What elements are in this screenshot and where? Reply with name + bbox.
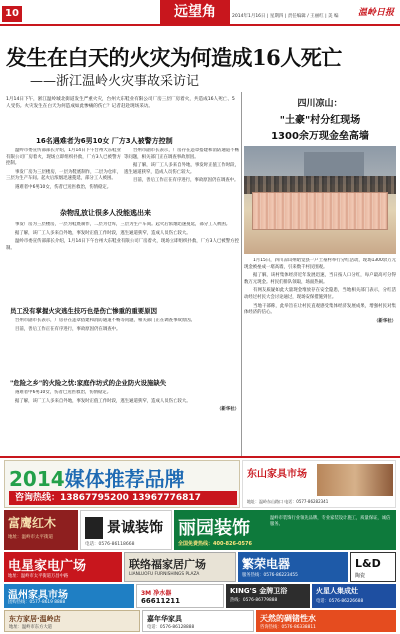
sidebar-story-title-line1: "土豪"村分红现场	[279, 115, 361, 126]
sidebar-byline: （新华社）	[374, 318, 396, 324]
article-paragraph: 当地干部称，此举旨在让村民直观感受集体经济发展成果，增强村民对集体经济的信心。	[244, 303, 396, 316]
sidebar-story-kicker: 四川凉山：	[297, 99, 343, 109]
ad-wenzhou-title: 温州家具市场	[8, 590, 68, 601]
ad-fanrong-sub: 服务热线：0576-86223455	[242, 573, 298, 578]
article-column-continued-2	[6, 318, 239, 376]
ad-wenzhou-sub: 团购热线：0577-8619 8888	[8, 600, 66, 605]
ad-jingcheng-title: 景诚装饰	[107, 520, 163, 536]
ad-3m-purifier[interactable]	[136, 584, 224, 608]
main-subhead: ——浙江温岭火灾事故采访记	[30, 74, 200, 89]
ad-bottom1-title: 东方家居·温岭店	[9, 615, 61, 623]
ad-fanrong-appliance[interactable]	[238, 552, 348, 582]
ad-dongshan-image	[317, 464, 393, 496]
ad-fanrong-title: 繁荣电器	[242, 557, 291, 571]
advertisement-section	[0, 458, 400, 634]
issue-info: 2014年1月16日 | 星期四 | 责任编辑 / 王丽红 | 美 编	[232, 14, 339, 19]
sidebar-story-title	[244, 96, 396, 142]
ad-3m-phone: 66611211	[141, 597, 180, 605]
ad-lnd-ceramics[interactable]	[350, 552, 396, 582]
article-paragraph: 温岭市委宣传部部长介绍，1月14日下午台州大东鞋业有限公司厂房着火，现场立即组织扑救，厂方3人已被警方控制。	[6, 148, 121, 167]
page-header	[0, 0, 400, 26]
article-paragraph: 据了解，该厂工人多来自外地，事发时正值工作时段，逃生通道狭窄，造成人员伤亡较大。	[15, 230, 191, 236]
article-paragraph: 有网友质疑如此大量现金堆放存在安全隐患，当地相关部门表示，分红活动经过村民大会讨论通过，现场安保措施到位。	[244, 288, 396, 300]
ad-liyuan-title: 丽园装饰	[178, 518, 250, 539]
article-subheading-3: 员工没有掌握火灾逃生技巧也是伤亡惨重的重要原因	[10, 307, 157, 315]
ad-dianxing-sub: 地址：温岭市太平街道万昌中路	[8, 574, 69, 579]
ad-lianluo-sub: LIANLUOFU FURNISHINGS PLAZA	[129, 572, 200, 577]
ad-bottom3-sub: 咨询热线：0576-86338811	[260, 625, 316, 630]
ad-bottom1-sub: 地址：温岭市东方大道	[9, 625, 52, 630]
ad-kings-title: KING'S 金牌卫浴	[230, 587, 288, 595]
page-number: 10	[2, 6, 22, 22]
ad-dianxing-appliance[interactable]	[4, 552, 122, 582]
article-paragraph: 遇难者中6男10女，伤者已送医救治，伤情稳定。	[15, 184, 112, 190]
ad-dongshan-title: 东山家具市场	[247, 469, 307, 480]
article-byline: （新华社）	[217, 407, 239, 413]
ad-huoxing-title: 火星人集成灶	[316, 587, 358, 595]
ad-huoxing-sub: 电话：0576-86226688	[316, 599, 364, 604]
ad-fuying-hongmu[interactable]	[4, 510, 78, 550]
paper-name: 温岭日报	[357, 8, 394, 18]
article-subheading-2: 杂物乱放让很多人没能逃出来	[60, 209, 151, 217]
article-paragraph: 目前，善后工作正在有序进行，事故原因仍在调查中。	[133, 178, 239, 184]
ad-liyuan-desc: 温岭市装饰行业领先品牌，专业家装设计施工，质量保证，诚信服务。	[270, 516, 391, 527]
ad-liyuan-phone: 全国免费热线：400-826-0576	[178, 541, 252, 547]
ad-media-title-text: 媒体推荐品牌	[64, 467, 185, 491]
ad-jianianhua-furniture[interactable]	[142, 610, 254, 632]
article-paragraph: 据了解，该厂工人多来自外地，事发时正值工作时段，逃生通道狭窄，造成人员伤亡较大。	[124, 163, 239, 175]
ad-media-brands[interactable]	[4, 460, 240, 508]
ad-bottom3-title: 天然的碉锗性水	[260, 614, 316, 623]
ad-bottom2-title: 嘉年华家具	[147, 615, 182, 623]
ad-huoxing-stove[interactable]	[312, 584, 396, 608]
article-column-continued	[6, 222, 239, 304]
ad-bottom2-sub: 电话：0576-86128888	[147, 625, 195, 630]
ad-hongmu-title: 富鹰红木	[8, 516, 57, 530]
ad-dongfang-home[interactable]	[4, 610, 140, 632]
article-paragraph: 据了解，该厂工人多来自外地，事发时正值工作时段，逃生通道狭窄，造成人员伤亡较大。	[15, 398, 191, 404]
ad-media-title	[9, 463, 185, 492]
article-subheading-4: "危险之乡"的火险之忧:家庭作坊式的企业防火设施缺失	[10, 379, 167, 387]
article-paragraph: 台州市副市长表示，厂房存在违章搭建和消防通道不畅等问题，相关部门正在调查事故原因。	[15, 318, 196, 323]
cash-wall-photo	[244, 146, 396, 254]
ad-lnd-title: L&D	[355, 557, 381, 570]
sidebar-story-title-line2: 1300余万现金垒高墙	[271, 131, 369, 142]
article-paragraph: 遇难者中6男10女，伤者已送医救治，伤情稳定。	[15, 390, 112, 395]
sidebar-story-body	[244, 258, 396, 456]
article-column-continued-3	[6, 390, 239, 454]
article-paragraph: 事发厂房为三层楼房，一层为鞋底制作，二层为仓库，三层为生产车间。起火后浓烟迅速蔓延，部分工人被困。	[6, 169, 121, 182]
article-paragraph: 1月15日，四川凉山州昭觉县一户土豪村举行分红活动，现场1300余万元现金被垒成一堵高墙，引来数千村民围观。	[244, 258, 396, 270]
ad-kings-bath[interactable]	[226, 584, 310, 608]
ad-hongmu-sub: 地址：温岭市太平街道	[8, 535, 53, 540]
ad-media-year: 2014	[9, 467, 65, 491]
ad-dongshan-address: 地址：温岭东山路口 电话：0577-86282341	[247, 499, 329, 504]
ad-liyuan-decor[interactable]	[174, 510, 396, 550]
column-divider	[241, 92, 242, 456]
article-paragraph: 事发厂房为三层楼房，一层为鞋底制作，二层为仓库，三层为生产车间。起火后浓烟迅速蔓延，部分工人被困。	[15, 222, 231, 227]
ad-water-promo[interactable]	[256, 610, 396, 632]
ad-lianluo-title: 联络福家居广场	[129, 558, 206, 571]
ad-3m-title: 3M 净水器	[141, 590, 172, 597]
article-paragraph: 据了解，该村集体经济近年发展迅速，当日按人口分红，每户最高可分得数万元现金。村民们排队领取，场面热闹。	[244, 273, 396, 285]
article-lede: 1月14日下午，浙江温岭城北街道发生严重火灾，台州大东鞋业有限公司厂房三层厂房着火，共造成16人死亡、5人受伤。火灾发生在白天为何造成如此惨痛的伤亡？记者赶赴现场采访。	[6, 97, 235, 109]
ad-wenzhou-furniture[interactable]	[4, 584, 134, 608]
article-paragraph: 温岭市委宣传部部长介绍，1月14日下午台州大东鞋业有限公司厂房着火，现场立即组织扑救，厂方3人已被警方控制。	[6, 239, 239, 251]
ad-media-hotline: 咨询热线：13867795200 13967776817	[9, 491, 237, 505]
article-subheading-1: 16名遇难者为6男10女 厂方3人被警方控制	[36, 137, 173, 145]
ad-lianluofu-plaza[interactable]	[124, 552, 236, 582]
ad-dianxing-title: 电星家电广场	[8, 559, 87, 574]
ad-dongshan-furniture[interactable]	[242, 460, 396, 508]
ad-kings-sub: 热线：0576-86779888	[230, 598, 278, 603]
jingcheng-logo-icon	[85, 517, 103, 539]
article-paragraph: 台州市副市长表示，厂房存在违章搭建和消防通道不畅等问题，相关部门正在调查事故原因。	[124, 148, 239, 160]
article-paragraph: 目前，善后工作正在有序进行，事故原因仍在调查中。	[15, 326, 121, 332]
section-title: 远望角	[160, 0, 230, 24]
ad-jingcheng-decor[interactable]	[80, 510, 172, 550]
ad-jingcheng-sub: 电话：0576-86118668	[85, 542, 135, 547]
ad-lnd-sub: 陶瓷	[355, 573, 366, 579]
main-headline: 发生在白天的火灾为何造成16人死亡	[6, 45, 342, 70]
photo-cash-wall	[252, 192, 388, 230]
photo-building	[304, 152, 364, 178]
